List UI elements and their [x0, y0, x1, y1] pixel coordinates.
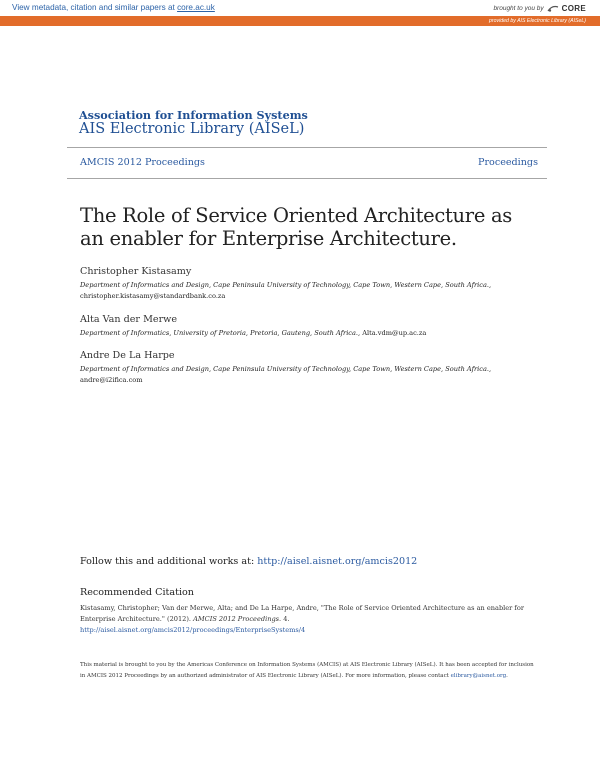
citation-text: Kistasamy, Christopher; Van der Merwe, Alta; and De La Harpe, Andre, "The Role of Service Oriented Architecture as an enabler for Enterprise Architecture." (2012). [80, 604, 524, 623]
breadcrumb-divider [67, 178, 547, 179]
notice-end: . [506, 673, 508, 679]
brought-to-you-by[interactable] [493, 4, 586, 13]
association-name[interactable]: Association for Information Systems [79, 108, 308, 122]
breadcrumb-proceedings[interactable]: Proceedings [478, 157, 538, 168]
follow-url-link[interactable]: http://aisel.aisnet.org/amcis2012 [257, 556, 418, 567]
affiliation-text: Department of Informatics and Design, Cape Peninsula University of Technology, Cape Town, Western Cape, South Africa., [80, 365, 492, 373]
follow-text: Follow this and additional works at: [80, 556, 258, 567]
access-notice [80, 660, 540, 682]
affiliation-text: Department of Informatics and Design, Cape Peninsula University of Technology, Cape Town, Western Cape, South Africa., [80, 281, 492, 289]
author-affiliation [80, 280, 520, 301]
view-metadata-link[interactable] [12, 3, 215, 12]
author-affiliation [80, 328, 520, 339]
breadcrumb-conference[interactable]: AMCIS 2012 Proceedings [80, 157, 205, 168]
header-divider [67, 147, 547, 148]
recommended-citation-heading: Recommended Citation [80, 587, 194, 598]
core-label: CORE [561, 4, 586, 13]
citation-url-link[interactable]: http://aisel.aisnet.org/amcis2012/proceedings/EnterpriseSystems/4 [80, 625, 306, 634]
author-email: andre@i2ifica.com [80, 375, 143, 384]
author-name[interactable]: Alta Van der Merwe [80, 314, 178, 325]
core-logo-icon [547, 4, 559, 13]
citation-number: . 4. [279, 614, 290, 623]
notice-text: This material is brought to you by the Americas Conference on Information Systems (AMCIS) at AIS Electronic Library (AISeL). It has been accepted for inclusion in AMCIS 2012 Proceedings by an authorized administrator of AIS Electronic Library (AISeL). For more information, please contact [80, 662, 534, 679]
library-name[interactable]: AIS Electronic Library (AISeL) [79, 121, 305, 137]
contact-email-link[interactable]: elibrary@aisnet.org [450, 673, 507, 679]
affiliation-text: Department of Informatics, University of Pretoria, Pretoria, Gauteng, South Africa., [80, 329, 361, 337]
author-email: Alta.vdm@up.ac.za [362, 329, 427, 337]
citation-venue: AMCIS 2012 Proceedings [193, 614, 280, 623]
author-name[interactable]: Andre De La Harpe [80, 350, 175, 361]
author-name[interactable]: Christopher Kistasamy [80, 266, 192, 277]
author-email: christopher.kistasamy@standardbank.co.za [80, 291, 226, 300]
citation-block [80, 603, 530, 635]
view-metadata-prefix: View metadata, citation and similar papers at [12, 3, 178, 12]
paper-title: The Role of Service Oriented Architecture as an enabler for Enterprise Architecture. [80, 204, 512, 250]
brought-text: brought to you by [493, 5, 544, 12]
provided-by-text: provided by AIS Electronic Library (AISeL) [489, 17, 586, 24]
core-site-link[interactable]: core.ac.uk [177, 3, 215, 12]
follow-works-line [80, 556, 417, 567]
author-affiliation [80, 364, 520, 385]
